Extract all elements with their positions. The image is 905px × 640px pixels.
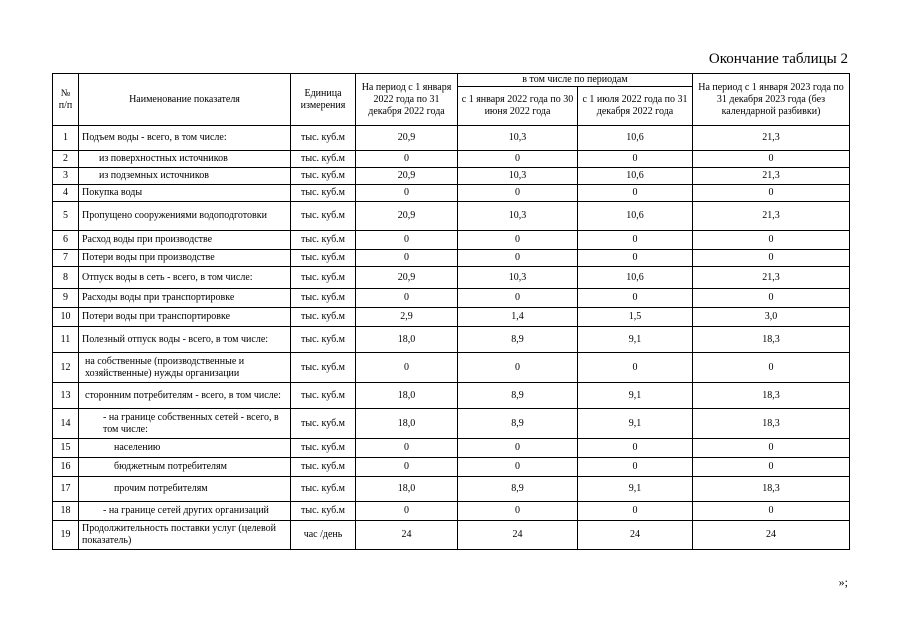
row-unit: тыс. куб.м <box>291 383 356 409</box>
row-value-2022: 18,0 <box>356 383 458 409</box>
row-indicator-name: населению <box>79 439 291 458</box>
row-number: 11 <box>53 327 79 353</box>
table-row <box>53 185 850 202</box>
row-number: 2 <box>53 151 79 168</box>
table-row <box>53 383 850 409</box>
table-row <box>53 308 850 327</box>
table-row <box>53 327 850 353</box>
row-value-h2-2022: 10,6 <box>578 267 693 289</box>
row-number: 10 <box>53 308 79 327</box>
table-row <box>53 231 850 250</box>
row-indicator-name: Расходы воды при транспортировке <box>79 289 291 308</box>
row-value-h2-2022: 0 <box>578 502 693 521</box>
row-indicator-name: Отпуск воды в сеть - всего, в том числе: <box>79 267 291 289</box>
row-unit: тыс. куб.м <box>291 308 356 327</box>
row-unit: час /день <box>291 521 356 550</box>
row-indicator-name: бюджетным потребителям <box>79 458 291 477</box>
row-number: 13 <box>53 383 79 409</box>
row-value-2023: 0 <box>693 502 850 521</box>
row-number: 8 <box>53 267 79 289</box>
row-unit: тыс. куб.м <box>291 289 356 308</box>
row-value-h1-2022: 10,3 <box>458 202 578 231</box>
table-row <box>53 168 850 185</box>
row-value-h2-2022: 0 <box>578 353 693 383</box>
row-number: 17 <box>53 477 79 502</box>
row-value-h1-2022: 0 <box>458 231 578 250</box>
row-unit: тыс. куб.м <box>291 231 356 250</box>
row-value-h1-2022: 0 <box>458 353 578 383</box>
row-number: 14 <box>53 409 79 439</box>
row-value-2022: 0 <box>356 250 458 267</box>
header-num: № п/п <box>53 74 79 126</box>
row-value-h1-2022: 8,9 <box>458 409 578 439</box>
row-value-2023: 0 <box>693 250 850 267</box>
row-value-2023: 0 <box>693 289 850 308</box>
row-value-h1-2022: 24 <box>458 521 578 550</box>
row-value-2022: 18,0 <box>356 409 458 439</box>
row-value-h2-2022: 24 <box>578 521 693 550</box>
table-row <box>53 502 850 521</box>
table-row <box>53 202 850 231</box>
row-value-2022: 20,9 <box>356 126 458 151</box>
footer-mark: »; <box>838 575 848 589</box>
row-unit: тыс. куб.м <box>291 267 356 289</box>
table-row <box>53 521 850 550</box>
row-indicator-name: из подземных источников <box>79 168 291 185</box>
row-value-h1-2022: 0 <box>458 439 578 458</box>
row-indicator-name: из поверхностных источников <box>79 151 291 168</box>
row-number: 7 <box>53 250 79 267</box>
row-value-2023: 0 <box>693 151 850 168</box>
header-period-2023: На период с 1 января 2023 года по 31 декабря 2023 года (без календарной разбивки) <box>693 74 850 126</box>
row-unit: тыс. куб.м <box>291 502 356 521</box>
row-unit: тыс. куб.м <box>291 409 356 439</box>
row-value-2022: 20,9 <box>356 267 458 289</box>
row-value-2023: 18,3 <box>693 409 850 439</box>
row-indicator-name: прочим потребителям <box>79 477 291 502</box>
table-row <box>53 353 850 383</box>
row-value-2023: 18,3 <box>693 383 850 409</box>
row-value-h2-2022: 9,1 <box>578 383 693 409</box>
row-value-2023: 0 <box>693 185 850 202</box>
header-unit: Единица измерения <box>291 74 356 126</box>
row-value-h1-2022: 8,9 <box>458 477 578 502</box>
row-value-h1-2022: 8,9 <box>458 383 578 409</box>
row-value-2023: 0 <box>693 439 850 458</box>
table-row <box>53 267 850 289</box>
header-subgroup: в том числе по периодам <box>458 74 693 87</box>
row-value-h2-2022: 0 <box>578 185 693 202</box>
row-value-2022: 0 <box>356 353 458 383</box>
header-sub2: с 1 июля 2022 года по 31 декабря 2022 года <box>578 87 693 126</box>
row-value-h1-2022: 0 <box>458 185 578 202</box>
row-value-2023: 3,0 <box>693 308 850 327</box>
row-indicator-name: - на границе сетей других организаций <box>79 502 291 521</box>
row-value-h2-2022: 10,6 <box>578 202 693 231</box>
row-value-h1-2022: 0 <box>458 151 578 168</box>
table-row <box>53 126 850 151</box>
table-row <box>53 439 850 458</box>
row-value-2022: 0 <box>356 289 458 308</box>
table-row <box>53 250 850 267</box>
row-value-h1-2022: 0 <box>458 502 578 521</box>
row-value-h2-2022: 10,6 <box>578 168 693 185</box>
row-number: 6 <box>53 231 79 250</box>
row-value-2023: 24 <box>693 521 850 550</box>
row-value-2022: 0 <box>356 439 458 458</box>
row-indicator-name: Потери воды при транспортировке <box>79 308 291 327</box>
row-unit: тыс. куб.м <box>291 185 356 202</box>
row-number: 1 <box>53 126 79 151</box>
row-value-h1-2022: 0 <box>458 289 578 308</box>
row-number: 18 <box>53 502 79 521</box>
row-unit: тыс. куб.м <box>291 126 356 151</box>
row-value-h1-2022: 10,3 <box>458 267 578 289</box>
data-table <box>52 73 850 550</box>
row-value-2023: 18,3 <box>693 327 850 353</box>
row-unit: тыс. куб.м <box>291 439 356 458</box>
table-body <box>53 126 850 550</box>
row-unit: тыс. куб.м <box>291 458 356 477</box>
row-value-2022: 18,0 <box>356 327 458 353</box>
row-value-h2-2022: 9,1 <box>578 409 693 439</box>
row-number: 15 <box>53 439 79 458</box>
row-value-h2-2022: 0 <box>578 250 693 267</box>
row-value-h1-2022: 0 <box>458 250 578 267</box>
row-unit: тыс. куб.м <box>291 353 356 383</box>
table-caption: Окончание таблицы 2 <box>708 51 848 67</box>
row-value-h1-2022: 1,4 <box>458 308 578 327</box>
table-row <box>53 151 850 168</box>
row-value-2022: 0 <box>356 458 458 477</box>
header-name: Наименование показателя <box>79 74 291 126</box>
row-indicator-name: Расход воды при производстве <box>79 231 291 250</box>
row-value-2022: 24 <box>356 521 458 550</box>
row-value-2022: 2,9 <box>356 308 458 327</box>
table-row <box>53 409 850 439</box>
row-value-h1-2022: 10,3 <box>458 126 578 151</box>
table-row <box>53 458 850 477</box>
row-value-h2-2022: 0 <box>578 458 693 477</box>
row-unit: тыс. куб.м <box>291 151 356 168</box>
header-period-2022: На период с 1 января 2022 года по 31 декабря 2022 года <box>356 74 458 126</box>
row-indicator-name: Пропущено сооружениями водоподготовки <box>79 202 291 231</box>
row-unit: тыс. куб.м <box>291 250 356 267</box>
row-value-h2-2022: 0 <box>578 151 693 168</box>
row-indicator-name: Подъем воды - всего, в том числе: <box>79 126 291 151</box>
row-value-2023: 0 <box>693 231 850 250</box>
row-value-h2-2022: 9,1 <box>578 327 693 353</box>
row-value-2023: 0 <box>693 353 850 383</box>
row-number: 16 <box>53 458 79 477</box>
row-value-2022: 20,9 <box>356 168 458 185</box>
row-indicator-name: сторонним потребителям - всего, в том числе: <box>79 383 291 409</box>
row-indicator-name: на собственные (производственные и хозяйственные) нужды организации <box>79 353 291 383</box>
row-number: 4 <box>53 185 79 202</box>
row-value-h1-2022: 10,3 <box>458 168 578 185</box>
row-value-h2-2022: 0 <box>578 231 693 250</box>
row-value-2022: 0 <box>356 185 458 202</box>
row-value-h2-2022: 0 <box>578 439 693 458</box>
header-sub1: с 1 января 2022 года по 30 июня 2022 года <box>458 87 578 126</box>
row-number: 12 <box>53 353 79 383</box>
row-value-2023: 21,3 <box>693 267 850 289</box>
row-value-2023: 21,3 <box>693 126 850 151</box>
row-unit: тыс. куб.м <box>291 168 356 185</box>
row-indicator-name: Покупка воды <box>79 185 291 202</box>
row-number: 9 <box>53 289 79 308</box>
row-value-h2-2022: 10,6 <box>578 126 693 151</box>
row-value-2023: 0 <box>693 458 850 477</box>
row-value-2022: 0 <box>356 231 458 250</box>
row-value-h2-2022: 9,1 <box>578 477 693 502</box>
row-value-2023: 21,3 <box>693 202 850 231</box>
row-number: 5 <box>53 202 79 231</box>
row-value-2023: 21,3 <box>693 168 850 185</box>
row-value-h1-2022: 0 <box>458 458 578 477</box>
row-value-h1-2022: 8,9 <box>458 327 578 353</box>
row-number: 3 <box>53 168 79 185</box>
row-value-2022: 20,9 <box>356 202 458 231</box>
row-value-h2-2022: 1,5 <box>578 308 693 327</box>
table-row <box>53 289 850 308</box>
row-number: 19 <box>53 521 79 550</box>
row-unit: тыс. куб.м <box>291 327 356 353</box>
table-row <box>53 477 850 502</box>
row-value-2022: 18,0 <box>356 477 458 502</box>
row-value-2022: 0 <box>356 502 458 521</box>
row-unit: тыс. куб.м <box>291 477 356 502</box>
row-indicator-name: Потери воды при производстве <box>79 250 291 267</box>
row-indicator-name: Продолжительность поставки услуг (целевой показатель) <box>79 521 291 550</box>
row-value-2023: 18,3 <box>693 477 850 502</box>
row-indicator-name: - на границе собственных сетей - всего, в том числе: <box>79 409 291 439</box>
row-value-h2-2022: 0 <box>578 289 693 308</box>
row-unit: тыс. куб.м <box>291 202 356 231</box>
row-indicator-name: Полезный отпуск воды - всего, в том числе: <box>79 327 291 353</box>
row-value-2022: 0 <box>356 151 458 168</box>
